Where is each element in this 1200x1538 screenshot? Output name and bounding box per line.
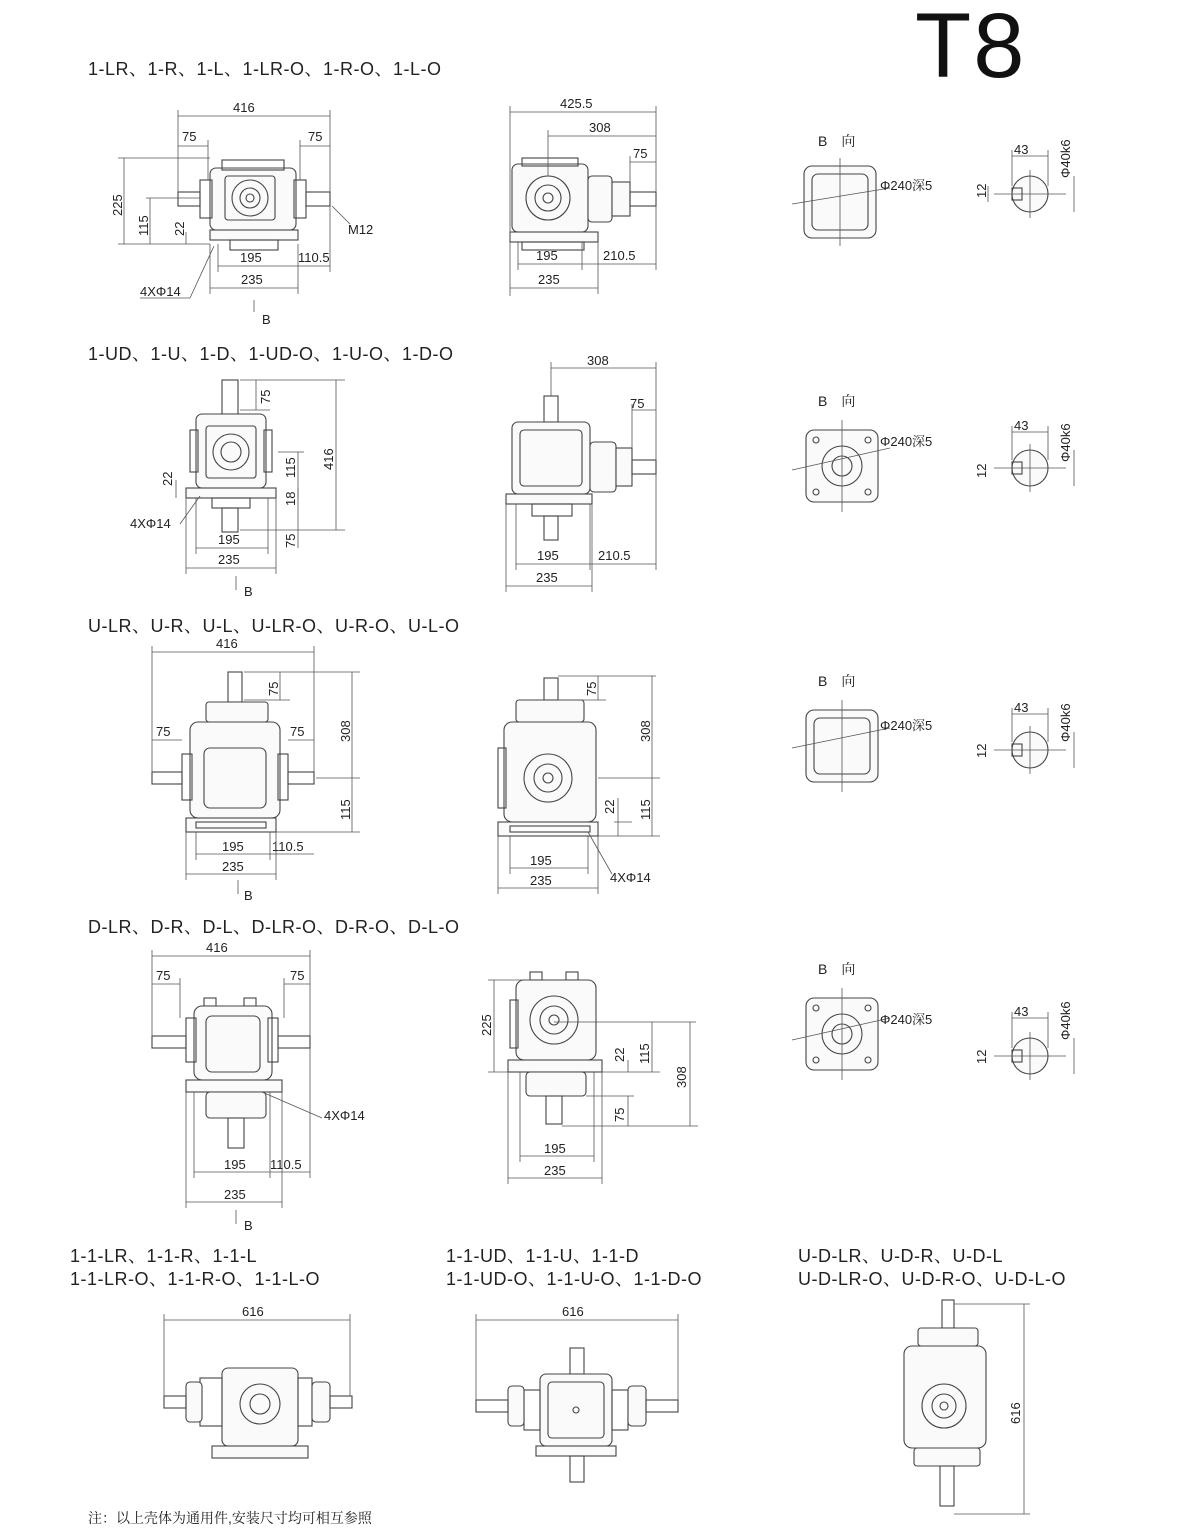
drawing-ulr-view-b bbox=[792, 673, 932, 792]
dim-75: 75 bbox=[612, 1107, 627, 1122]
footnote: 注：以上壳体为通用件,安装尺寸均可相互参照 bbox=[88, 1510, 372, 1526]
drawing-11ud bbox=[476, 1348, 678, 1482]
section-title-4: D-LR、D-R、D-L、D-LR-O、D-R-O、D-L-O bbox=[88, 917, 460, 937]
label-4x14: 4XΦ14 bbox=[140, 284, 181, 299]
dim-75: 75 bbox=[630, 396, 645, 411]
label-view-b: B 向 bbox=[818, 393, 856, 409]
dim-22: 22 bbox=[612, 1047, 627, 1062]
dim-195: 195 bbox=[224, 1157, 246, 1172]
drawing-ulr-shaft-section bbox=[974, 700, 1074, 774]
drawing-1ud-side bbox=[506, 396, 656, 540]
dim-195: 195 bbox=[544, 1141, 566, 1156]
drawing-1ud-view-b bbox=[792, 393, 932, 512]
label-b-arrow: B bbox=[244, 888, 253, 903]
dim-shaft-dia: Φ40k6 bbox=[1058, 1001, 1073, 1040]
dim-75-top: 75 bbox=[258, 389, 273, 404]
drawing-1lr-view-b bbox=[792, 133, 932, 246]
section-title-5a: 1-1-LR、1-1-R、1-1-L bbox=[70, 1246, 258, 1266]
label-b-arrow: B bbox=[244, 1218, 253, 1233]
section-title-7b: U-D-LR-O、U-D-R-O、U-D-L-O bbox=[798, 1269, 1066, 1289]
drawing-ulr-front bbox=[152, 672, 314, 832]
dim-308: 308 bbox=[674, 1066, 689, 1088]
section-title-6b: 1-1-UD-O、1-1-U-O、1-1-D-O bbox=[446, 1269, 703, 1289]
label-flange: Φ240深5 bbox=[880, 178, 933, 193]
dim-416: 416 bbox=[216, 636, 238, 651]
dim-616: 616 bbox=[562, 1304, 584, 1319]
dim-616: 616 bbox=[1008, 1402, 1023, 1424]
dim-235: 235 bbox=[538, 272, 560, 287]
label-flange: Φ240深5 bbox=[880, 1012, 933, 1027]
dim-195: 195 bbox=[536, 248, 558, 263]
dim-75-top: 75 bbox=[266, 681, 281, 696]
dim-416: 416 bbox=[321, 448, 336, 470]
dim-115: 115 bbox=[136, 215, 151, 236]
label-4x14: 4XΦ14 bbox=[610, 870, 651, 885]
dim-416: 416 bbox=[206, 940, 228, 955]
section-title-5b: 1-1-LR-O、1-1-R-O、1-1-L-O bbox=[70, 1269, 321, 1289]
dim-shaft-dia: Φ40k6 bbox=[1058, 703, 1073, 742]
label-b-arrow: B bbox=[244, 584, 253, 599]
label-view-b: B 向 bbox=[818, 673, 856, 689]
dim-22: 22 bbox=[602, 799, 617, 814]
drawing-1lr-front bbox=[178, 160, 330, 250]
dim-210-5: 210.5 bbox=[603, 248, 636, 263]
page-title: T8 bbox=[915, 0, 1027, 97]
dim-308: 308 bbox=[587, 353, 609, 368]
dim-75-bottom: 75 bbox=[283, 533, 298, 548]
dim-425-5: 425.5 bbox=[560, 96, 593, 111]
label-view-b: B 向 bbox=[818, 133, 856, 149]
dim-235: 235 bbox=[530, 873, 552, 888]
section-title-1: 1-LR、1-R、1-L、1-LR-O、1-R-O、1-L-O bbox=[88, 59, 442, 79]
dim-235: 235 bbox=[218, 552, 240, 567]
label-b-arrow: B bbox=[262, 312, 271, 327]
dim-195: 195 bbox=[222, 839, 244, 854]
dim-key-12: 12 bbox=[974, 743, 989, 758]
dim-115: 115 bbox=[338, 799, 353, 820]
dim-22: 22 bbox=[172, 221, 187, 236]
dim-115: 115 bbox=[637, 1043, 652, 1064]
drawing-1ud-shaft-section bbox=[974, 418, 1074, 492]
dim-75-right: 75 bbox=[290, 724, 305, 739]
dim-75: 75 bbox=[633, 146, 648, 161]
dim-key-43: 43 bbox=[1014, 700, 1029, 715]
dim-110-5: 110.5 bbox=[272, 839, 304, 854]
dim-235: 235 bbox=[224, 1187, 246, 1202]
dim-115: 115 bbox=[638, 799, 653, 820]
section-title-2: 1-UD、1-U、1-D、1-UD-O、1-U-O、1-D-O bbox=[88, 344, 454, 364]
drawing-1lr-shaft-section bbox=[974, 139, 1074, 218]
dim-key-43: 43 bbox=[1014, 1004, 1029, 1019]
dim-key-43: 43 bbox=[1014, 418, 1029, 433]
drawing-11lr bbox=[164, 1368, 352, 1458]
label-4x14: 4XΦ14 bbox=[324, 1108, 365, 1123]
dim-235: 235 bbox=[222, 859, 244, 874]
dim-key-12: 12 bbox=[974, 1049, 989, 1064]
dim-235: 235 bbox=[536, 570, 558, 585]
dim-225: 225 bbox=[479, 1014, 494, 1036]
dim-115: 115 bbox=[283, 457, 298, 478]
drawing-udlr bbox=[904, 1300, 986, 1506]
dim-235: 235 bbox=[241, 272, 263, 287]
dim-75-right: 75 bbox=[308, 129, 323, 144]
dim-308: 308 bbox=[338, 720, 353, 742]
dim-110-5: 110.5 bbox=[270, 1157, 302, 1172]
drawing-dlr-shaft-section bbox=[974, 1001, 1074, 1080]
dim-195: 195 bbox=[218, 532, 240, 547]
dim-75-left: 75 bbox=[182, 129, 197, 144]
dim-key-12: 12 bbox=[974, 183, 989, 198]
dim-308: 308 bbox=[638, 720, 653, 742]
drawing-dlr-front bbox=[152, 998, 310, 1148]
dim-225: 225 bbox=[110, 194, 125, 216]
dim-210-5: 210.5 bbox=[598, 548, 631, 563]
section-title-3: U-LR、U-R、U-L、U-LR-O、U-R-O、U-L-O bbox=[88, 616, 460, 636]
dim-235: 235 bbox=[544, 1163, 566, 1178]
dim-75-top: 75 bbox=[584, 681, 599, 696]
dim-key-43: 43 bbox=[1014, 142, 1029, 157]
label-view-b: B 向 bbox=[818, 961, 856, 977]
dim-110-5: 110.5 bbox=[298, 250, 330, 265]
label-flange: Φ240深5 bbox=[880, 718, 933, 733]
section-title-7a: U-D-LR、U-D-R、U-D-L bbox=[798, 1246, 1003, 1266]
dim-75-left: 75 bbox=[156, 968, 171, 983]
dim-195: 195 bbox=[240, 250, 262, 265]
dim-195: 195 bbox=[530, 853, 552, 868]
drawing-dlr-side bbox=[508, 972, 602, 1124]
dim-75-right: 75 bbox=[290, 968, 305, 983]
dim-18: 18 bbox=[283, 491, 298, 506]
dim-195: 195 bbox=[537, 548, 559, 563]
label-m12: M12 bbox=[348, 222, 374, 237]
label-flange: Φ240深5 bbox=[880, 434, 933, 449]
dim-22: 22 bbox=[160, 471, 175, 486]
drawing-dlr-view-b bbox=[792, 961, 932, 1080]
label-4x14: 4XΦ14 bbox=[130, 516, 171, 531]
dim-key-12: 12 bbox=[974, 463, 989, 478]
section-title-6a: 1-1-UD、1-1-U、1-1-D bbox=[446, 1246, 640, 1266]
dim-616: 616 bbox=[242, 1304, 264, 1319]
dim-416: 416 bbox=[233, 100, 255, 115]
dim-308: 308 bbox=[589, 120, 611, 135]
dim-75-left: 75 bbox=[156, 724, 171, 739]
drawing-ulr-side bbox=[498, 678, 598, 836]
drawing-1lr-side bbox=[510, 158, 656, 250]
dim-shaft-dia: Φ40k6 bbox=[1058, 139, 1073, 178]
dim-shaft-dia: Φ40k6 bbox=[1058, 423, 1073, 462]
